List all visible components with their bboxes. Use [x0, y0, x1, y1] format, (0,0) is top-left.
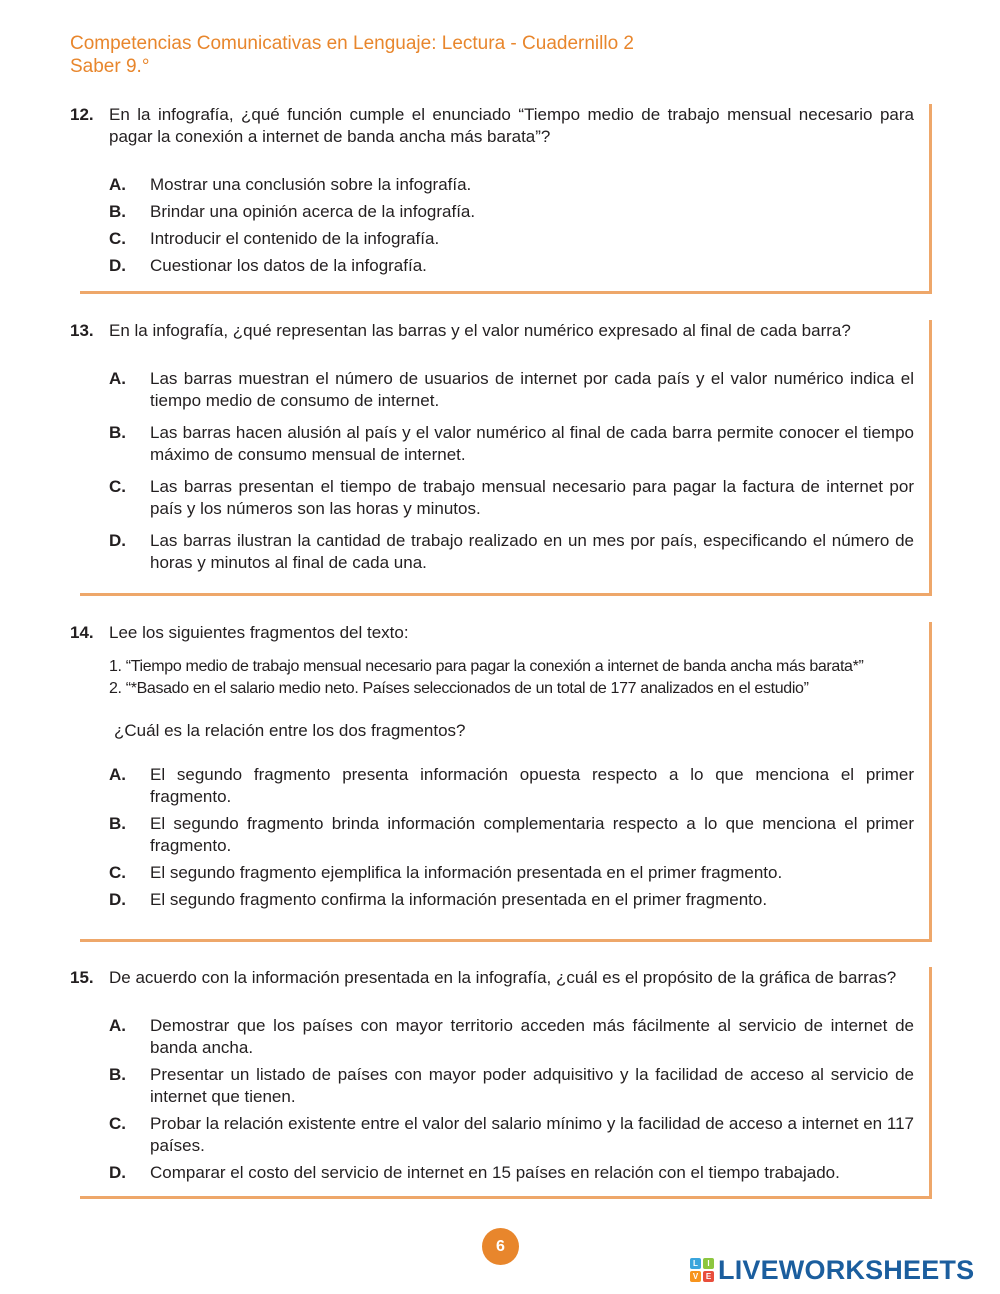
question-number: 14. [70, 623, 94, 642]
option-text: El segundo fragmento presenta información opuesta respecto a lo que menciona el primer fragmento. [150, 765, 914, 806]
option-letter: A. [109, 175, 126, 194]
question-number: 15. [70, 968, 94, 987]
option-letter: C. [109, 477, 126, 496]
option-letter: B. [109, 423, 126, 442]
option-letter: C. [109, 863, 126, 882]
fragment-1: 1. “Tiempo medio de trabajo mensual necesario para pagar la conexión a internet de banda ancha más barata*” [109, 658, 864, 675]
option-text: El segundo fragmento confirma la información presentada en el primer fragmento. [150, 890, 768, 909]
question-text: En la infografía, ¿qué función cumple el enunciado “Tiempo medio de trabajo mensual necesario para pagar la conexión a internet de banda ancha más barata”? [109, 105, 914, 146]
option-letter: A. [109, 765, 126, 784]
option-letter: C. [109, 229, 126, 248]
header-title: Competencias Comunicativas en Lenguaje: Lectura - Cuadernillo 2 [70, 33, 634, 54]
question-text: De acuerdo con la información presentada en la infografía, ¿cuál es el propósito de la gráfica de barras? [109, 968, 897, 987]
question-text: Lee los siguientes fragmentos del texto: [109, 623, 409, 642]
question-14 [70, 622, 932, 942]
question-12 [70, 104, 932, 294]
option-text: Presentar un listado de países con mayor poder adquisitivo y la facilidad de acceso al servicio de internet que tienen. [150, 1065, 914, 1106]
option-b[interactable] [70, 422, 932, 466]
page-header [70, 32, 634, 78]
brand-name: LIVEWORKSHEETS [718, 1254, 975, 1285]
liveworksheets-logo[interactable] [690, 1254, 974, 1286]
option-text: Brindar una opinión acerca de la infografía. [150, 202, 476, 221]
option-text: Las barras muestran el número de usuarios de internet por cada país y el valor numérico indica el tiempo medio de consumo de internet. [150, 369, 914, 410]
logo-letter: E [703, 1271, 714, 1282]
option-letter: B. [109, 814, 126, 833]
logo-grid-icon [690, 1258, 714, 1282]
option-text: Las barras presentan el tiempo de trabajo mensual necesario para pagar la factura de internet por país y los números son las horas y minutos. [150, 477, 914, 518]
subquestion: ¿Cuál es la relación entre los dos fragmentos? [114, 721, 466, 740]
option-letter: B. [109, 1065, 126, 1084]
option-a[interactable] [70, 368, 932, 412]
option-text: Comparar el costo del servicio de internet en 15 países en relación con el tiempo trabajado. [150, 1163, 840, 1182]
fragments [70, 656, 932, 700]
option-letter: B. [109, 202, 126, 221]
option-letter: C. [109, 1114, 126, 1133]
option-text: Las barras hacen alusión al país y el valor numérico al final de cada barra permite conocer el tiempo máximo de consumo mensual de internet. [150, 423, 914, 464]
option-d[interactable] [70, 255, 932, 277]
option-a[interactable] [70, 174, 932, 196]
option-d[interactable] [70, 889, 932, 911]
option-c[interactable] [70, 862, 932, 884]
fragment-2: 2. “*Basado en el salario medio neto. Países seleccionados de un total de 177 analizados en el estudio” [109, 680, 809, 697]
option-letter: A. [109, 1016, 126, 1035]
logo-letter: I [703, 1258, 714, 1269]
option-b[interactable] [70, 201, 932, 223]
option-text: Demostrar que los países con mayor territorio acceden más fácilmente al servicio de internet de banda ancha. [150, 1016, 914, 1057]
option-text: Las barras ilustran la cantidad de trabajo realizado en un mes por país, especificando el número de horas y minutos al final de cada una. [150, 531, 914, 572]
option-letter: D. [109, 1163, 126, 1182]
question-13 [70, 320, 932, 596]
option-d[interactable] [70, 530, 932, 574]
page-number: 6 [482, 1228, 519, 1265]
option-b[interactable] [70, 813, 932, 857]
option-letter: D. [109, 890, 126, 909]
question-15 [70, 967, 932, 1199]
question-number: 12. [70, 105, 94, 124]
question-number: 13. [70, 321, 94, 340]
option-text: El segundo fragmento brinda información complementaria respecto a lo que menciona el primer fragmento. [150, 814, 914, 855]
option-c[interactable] [70, 1113, 932, 1157]
option-text: Cuestionar los datos de la infografía. [150, 256, 427, 275]
option-text: Probar la relación existente entre el valor del salario mínimo y la facilidad de acceso a internet en 117 países. [150, 1114, 914, 1155]
option-letter: D. [109, 256, 126, 275]
option-a[interactable] [70, 1015, 932, 1059]
header-grade: Saber 9.° [70, 56, 150, 77]
logo-letter: V [690, 1271, 701, 1282]
option-c[interactable] [70, 228, 932, 250]
option-letter: D. [109, 531, 126, 550]
question-text: En la infografía, ¿qué representan las barras y el valor numérico expresado al final de cada barra? [109, 321, 851, 340]
option-text: El segundo fragmento ejemplifica la información presentada en el primer fragmento. [150, 863, 783, 882]
option-b[interactable] [70, 1064, 932, 1108]
option-text: Mostrar una conclusión sobre la infografía. [150, 175, 472, 194]
logo-letter: L [690, 1258, 701, 1269]
option-text: Introducir el contenido de la infografía. [150, 229, 440, 248]
option-c[interactable] [70, 476, 932, 520]
option-d[interactable] [70, 1162, 932, 1184]
option-letter: A. [109, 369, 126, 388]
option-a[interactable] [70, 764, 932, 808]
